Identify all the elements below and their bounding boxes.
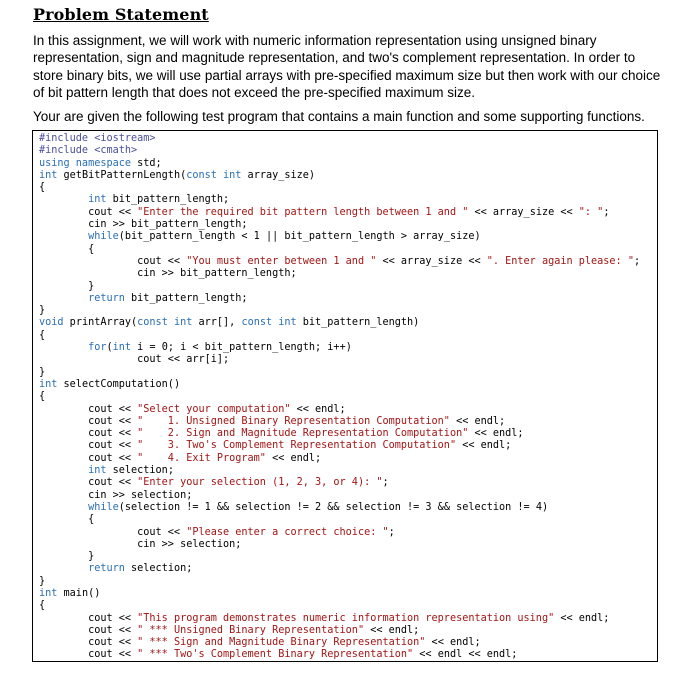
code-keyword: using namespace xyxy=(39,157,132,169)
code-text: << array_size << xyxy=(468,206,579,218)
code-text: { xyxy=(39,243,95,255)
code-line xyxy=(39,514,94,525)
code-line xyxy=(39,231,481,242)
code-text: } xyxy=(39,575,46,587)
code-text: ; xyxy=(633,255,641,267)
code-text xyxy=(39,465,88,476)
code-text: { xyxy=(39,514,95,526)
code-text: << array_size << xyxy=(376,255,487,267)
code-text: selection; xyxy=(124,563,193,575)
code-keyword: int xyxy=(39,587,58,599)
code-keyword: return xyxy=(88,563,125,575)
code-keyword: void xyxy=(39,317,64,329)
code-text: bit_pattern_length; xyxy=(124,292,248,304)
code-line xyxy=(39,170,315,181)
code-keyword: const int xyxy=(241,317,297,329)
code-text: << endl; xyxy=(456,440,512,452)
code-line xyxy=(39,305,45,316)
code-line xyxy=(39,354,229,365)
code-text: std; xyxy=(131,157,162,169)
code-string: " *** Sign and Magnitude Binary Representation" xyxy=(137,637,426,649)
code-line xyxy=(39,133,156,144)
code-text: cin >> selection; xyxy=(39,489,193,501)
code-string: "Please enter a correct choice: " xyxy=(186,526,389,538)
code-line xyxy=(39,613,609,624)
code-string: "Enter the required bit pattern length between 1 and " xyxy=(137,206,469,218)
code-listing xyxy=(33,131,657,662)
code-line xyxy=(39,182,45,193)
code-text: ( xyxy=(106,342,113,354)
code-keyword: int xyxy=(39,169,58,181)
code-text: << endl; xyxy=(290,403,346,415)
code-text: << endl << endl; xyxy=(413,649,518,661)
code-line xyxy=(39,219,248,230)
code-line xyxy=(39,268,297,279)
code-line xyxy=(39,588,100,599)
code-keyword: while xyxy=(88,231,119,243)
code-keyword: int xyxy=(88,465,107,477)
code-text: cin >> selection; xyxy=(39,538,242,550)
code-text: array_size) xyxy=(241,169,316,181)
code-text: cout << xyxy=(39,477,138,489)
code-line xyxy=(39,527,395,538)
code-text: } xyxy=(39,305,46,317)
code-text: << endl; xyxy=(364,624,420,636)
code-directive: #include <iostream> xyxy=(39,133,156,144)
code-line xyxy=(39,416,505,427)
code-line xyxy=(39,563,192,574)
code-keyword: int xyxy=(88,194,107,206)
code-line xyxy=(39,428,524,439)
code-text: cout << xyxy=(39,624,138,636)
code-text: cin >> bit_pattern_length; xyxy=(39,268,297,280)
code-text: { xyxy=(39,329,46,341)
code-line xyxy=(39,256,640,267)
code-line xyxy=(39,404,346,415)
code-text xyxy=(39,231,88,242)
code-string: " *** Unsigned Binary Representation" xyxy=(137,624,365,636)
code-line xyxy=(39,625,419,636)
code-string: ". Enter again please: " xyxy=(486,255,634,267)
code-text: bit_pattern_length; xyxy=(106,194,230,206)
code-line xyxy=(39,649,517,660)
code-text xyxy=(39,293,88,304)
code-text: << endl; xyxy=(425,637,481,649)
code-line xyxy=(39,244,94,255)
code-line xyxy=(39,637,481,648)
code-keyword: int xyxy=(112,342,132,354)
code-text: { xyxy=(39,182,46,194)
code-text: selectComputation() xyxy=(57,378,181,390)
code-line xyxy=(39,367,45,378)
code-text: } xyxy=(39,366,46,378)
code-text: cout << xyxy=(39,415,138,427)
code-text: << endl; xyxy=(265,452,322,464)
code-string: "Enter your selection (1, 2, 3, or 4): " xyxy=(137,477,383,489)
code-line xyxy=(39,293,248,304)
code-keyword: const int xyxy=(137,317,193,329)
code-text: cout << xyxy=(39,526,187,538)
code-text: { xyxy=(39,391,46,403)
code-line xyxy=(39,453,321,464)
code-text: arr[], xyxy=(192,317,242,329)
code-text: i = 0; i < bit_pattern_length; i++) xyxy=(131,342,352,354)
code-text: cout << xyxy=(39,403,138,415)
code-text xyxy=(39,563,88,574)
code-text: (bit_pattern_length < 1 || bit_pattern_length > array_size) xyxy=(118,231,481,243)
code-text: cout << xyxy=(39,255,187,267)
code-text: getBitPatternLength( xyxy=(57,169,187,181)
code-line xyxy=(39,317,419,328)
code-line xyxy=(39,465,174,476)
code-keyword: const int xyxy=(186,169,242,181)
intro-paragraph: In this assignment, we will work with numeric information representation using unsigned binary representation, sign and magnitude representation, and two's complement representation. In order to store binary bits, we will use partial arrays with pre-specified maximum size but then work with our choice of bit pattern length that does not exceed the pre-specified maximum size. xyxy=(33,33,661,100)
code-string: " *** Two's Complement Binary Representation" xyxy=(137,649,414,661)
code-line xyxy=(39,281,94,292)
code-text: { xyxy=(39,600,46,612)
code-line xyxy=(39,194,229,205)
code-string: " 3. Two's Complement Representation Computation" xyxy=(137,440,457,452)
code-string: " 4. Exit Program" xyxy=(137,452,266,464)
code-line xyxy=(39,502,548,513)
code-string: "This program demonstrates numeric information representation using" xyxy=(137,612,555,624)
code-keyword: for xyxy=(88,342,107,354)
code-text: cout << xyxy=(39,428,138,440)
code-listing-box xyxy=(32,130,658,662)
code-keyword: return xyxy=(88,292,125,304)
code-text: cout << xyxy=(39,452,138,464)
code-keyword: int xyxy=(39,378,58,390)
code-string: ": " xyxy=(578,206,604,218)
code-keyword: while xyxy=(88,501,119,513)
code-text: selection; xyxy=(106,465,174,477)
code-text: cin >> bit_pattern_length; xyxy=(39,219,248,231)
code-text: (selection != 1 && selection != 2 && selection != 3 && selection != 4) xyxy=(118,501,549,513)
code-line xyxy=(39,600,45,611)
code-line xyxy=(39,330,45,341)
code-text: << endl; xyxy=(554,612,610,624)
code-text: } xyxy=(39,280,95,292)
code-text: main() xyxy=(57,587,101,599)
code-line xyxy=(39,379,180,390)
code-string: "Select your computation" xyxy=(137,403,291,415)
code-line xyxy=(39,207,609,218)
code-text xyxy=(39,502,88,513)
code-line xyxy=(39,551,94,562)
code-text: cout << xyxy=(39,440,138,452)
code-line xyxy=(39,490,192,501)
code-text: cout << arr[i]; xyxy=(39,354,230,366)
code-text: } xyxy=(39,551,95,563)
code-text: ; xyxy=(382,477,389,489)
code-line xyxy=(39,145,137,156)
problem-statement-heading: Problem Statement xyxy=(33,5,209,24)
code-line xyxy=(39,477,389,488)
code-text xyxy=(39,194,88,205)
code-text: printArray( xyxy=(63,317,138,329)
code-text: cout << xyxy=(39,612,138,624)
program-intro-paragraph: Your are given the following test program that contains a main function and some supporting functions. xyxy=(33,109,645,124)
code-string: " 1. Unsigned Binary Representation Computation" xyxy=(137,415,450,427)
code-line xyxy=(39,391,45,402)
code-text: cout << xyxy=(39,206,138,218)
code-text: << endl; xyxy=(468,428,524,440)
code-line xyxy=(39,576,45,587)
code-text: cout << xyxy=(39,649,138,661)
code-line xyxy=(39,440,511,451)
code-directive: #include <cmath> xyxy=(39,145,138,157)
code-text: ; xyxy=(388,526,395,538)
code-string: " 2. Sign and Magnitude Representation Computation" xyxy=(137,428,469,440)
code-string: "You must enter between 1 and " xyxy=(186,255,377,267)
code-text xyxy=(39,342,88,353)
code-line xyxy=(39,539,241,550)
code-text: << endl; xyxy=(449,415,506,427)
code-line xyxy=(39,342,352,353)
code-text: ; xyxy=(603,206,610,218)
code-line xyxy=(39,158,162,169)
code-text: cout << xyxy=(39,637,138,649)
code-text: bit_pattern_length) xyxy=(296,317,420,329)
